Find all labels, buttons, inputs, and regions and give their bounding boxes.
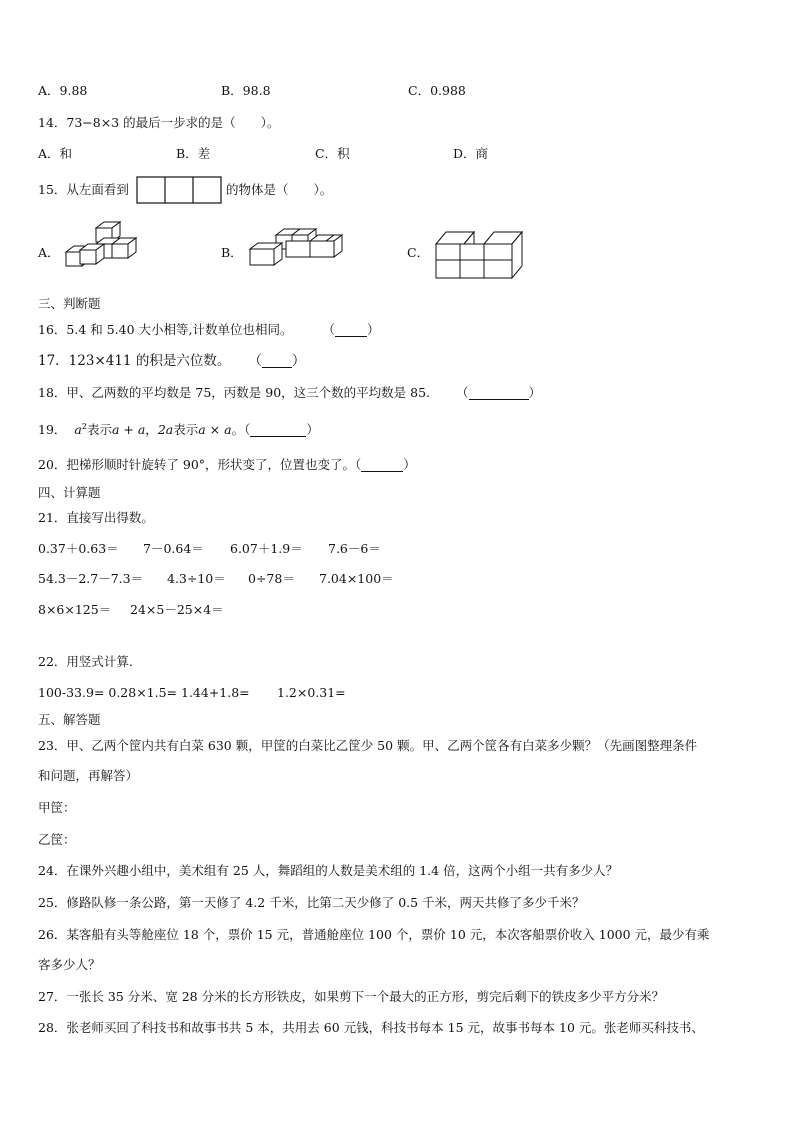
q19-answer-blank[interactable]	[250, 424, 306, 437]
q13-option-c: C．0.988	[408, 83, 466, 98]
q26-line2: 客多少人？	[38, 957, 101, 972]
q15-suffix: 的物体是（ ）。	[226, 182, 333, 197]
q14-option-d: D．商	[453, 146, 489, 161]
q21-item: 8×6×125＝	[38, 602, 112, 617]
q18-answer-blank[interactable]	[469, 387, 529, 400]
q15-option-a: A．	[38, 245, 60, 260]
q16-text: 16．5.4 和 5.40 大小相等,计数单位也相同。 （ ）	[38, 322, 380, 337]
cube-figure-a	[62, 220, 146, 272]
q21-text: 21．直接写出得数。	[38, 510, 154, 525]
q20-text: 20．把梯形顺时针旋转了 90°，形状变了，位置也变了。（ ）	[38, 457, 416, 472]
q13-option-b: B．98.8	[221, 83, 271, 98]
q25-text: 25．修路队修一条公路，第一天修了 4.2 千米，比第二天少修了 0.5 千米，两天共修了多少千米？	[38, 895, 585, 910]
q17-text: 17．123×411 的积是六位数。 （ ）	[38, 353, 306, 369]
q14-text: 14．73−8×3 的最后一步求的是（ ）。	[38, 115, 280, 130]
q18-text: 18．甲、乙两数的平均数是 75，丙数是 90，这三个数的平均数是 85. （ ）	[38, 385, 542, 400]
cube-figure-b	[248, 225, 348, 275]
q13-option-a: A．9.88	[38, 83, 88, 98]
q23-yi-label: 乙筐：	[38, 832, 76, 847]
q21-item: 7－0.64＝	[143, 541, 204, 556]
q15-option-c: C．	[407, 245, 430, 260]
q23-jia-label: 甲筐：	[38, 800, 76, 815]
q17-answer-blank[interactable]	[262, 355, 292, 368]
q21-item: 4.3÷10＝	[167, 571, 226, 586]
q26-line1: 26．某客船有头等舱座位 18 个，票价 15 元，普通舱座位 100 个，票价 10 元，本次客船票价收入 1000 元，最少有乘	[38, 927, 710, 942]
cube-figure-c	[432, 228, 526, 280]
section-heading-5: 五、解答题	[38, 712, 101, 727]
q16-answer-blank[interactable]	[335, 324, 367, 337]
section-heading-4: 四、计算题	[38, 485, 101, 500]
q21-item: 0.37＋0.63＝	[38, 541, 119, 556]
q21-item: 6.07＋1.9＝	[230, 541, 303, 556]
left-view-figure	[136, 176, 222, 204]
q21-item: 0÷78＝	[248, 571, 295, 586]
q22-item-extra: 1.2×0.31=	[277, 685, 346, 700]
q21-item: 54.3－2.7－7.3＝	[38, 571, 144, 586]
q22-items: 100-33.9= 0.28×1.5= 1.44+1.8=	[38, 685, 250, 700]
q19-text: 19． $a^2$表示a + a，2a表示a × a。（ ）	[38, 422, 319, 438]
section-heading-3: 三、判断题	[38, 296, 101, 311]
q28-text: 28．张老师买回了科技书和故事书共 5 本，共用去 60 元钱，科技书每本 15 元，故事书每本 10 元。张老师买科技书、	[38, 1020, 704, 1035]
q14-option-a: A．和	[38, 146, 73, 161]
q23-line1: 23．甲、乙两个筐内共有白菜 630 颗，甲筐的白菜比乙筐少 50 颗。甲、乙两个筐各有白菜多少颗？（先画图整理条件	[38, 738, 698, 753]
q20-answer-blank[interactable]	[361, 459, 403, 472]
q21-item: 7.04×100＝	[319, 571, 394, 586]
q22-text: 22．用竖式计算.	[38, 654, 133, 669]
q15-prefix: 15．从左面看到	[38, 182, 129, 197]
q14-option-c: C．积	[315, 146, 350, 161]
q14-option-b: B．差	[176, 146, 211, 161]
q21-item: 7.6－6＝	[328, 541, 381, 556]
q21-item: 24×5－25×4＝	[130, 602, 224, 617]
q15-option-b: B．	[221, 245, 243, 260]
q27-text: 27．一张长 35 分米、宽 28 分米的长方形铁皮，如果剪下一个最大的正方形，剪完后剩下的铁皮多少平方分米？	[38, 989, 665, 1004]
q23-line2: 和问题，再解答）	[38, 768, 139, 783]
q24-text: 24．在课外兴趣小组中，美术组有 25 人，舞蹈组的人数是美术组的 1.4 倍，这两个小组一共有多少人？	[38, 863, 619, 878]
